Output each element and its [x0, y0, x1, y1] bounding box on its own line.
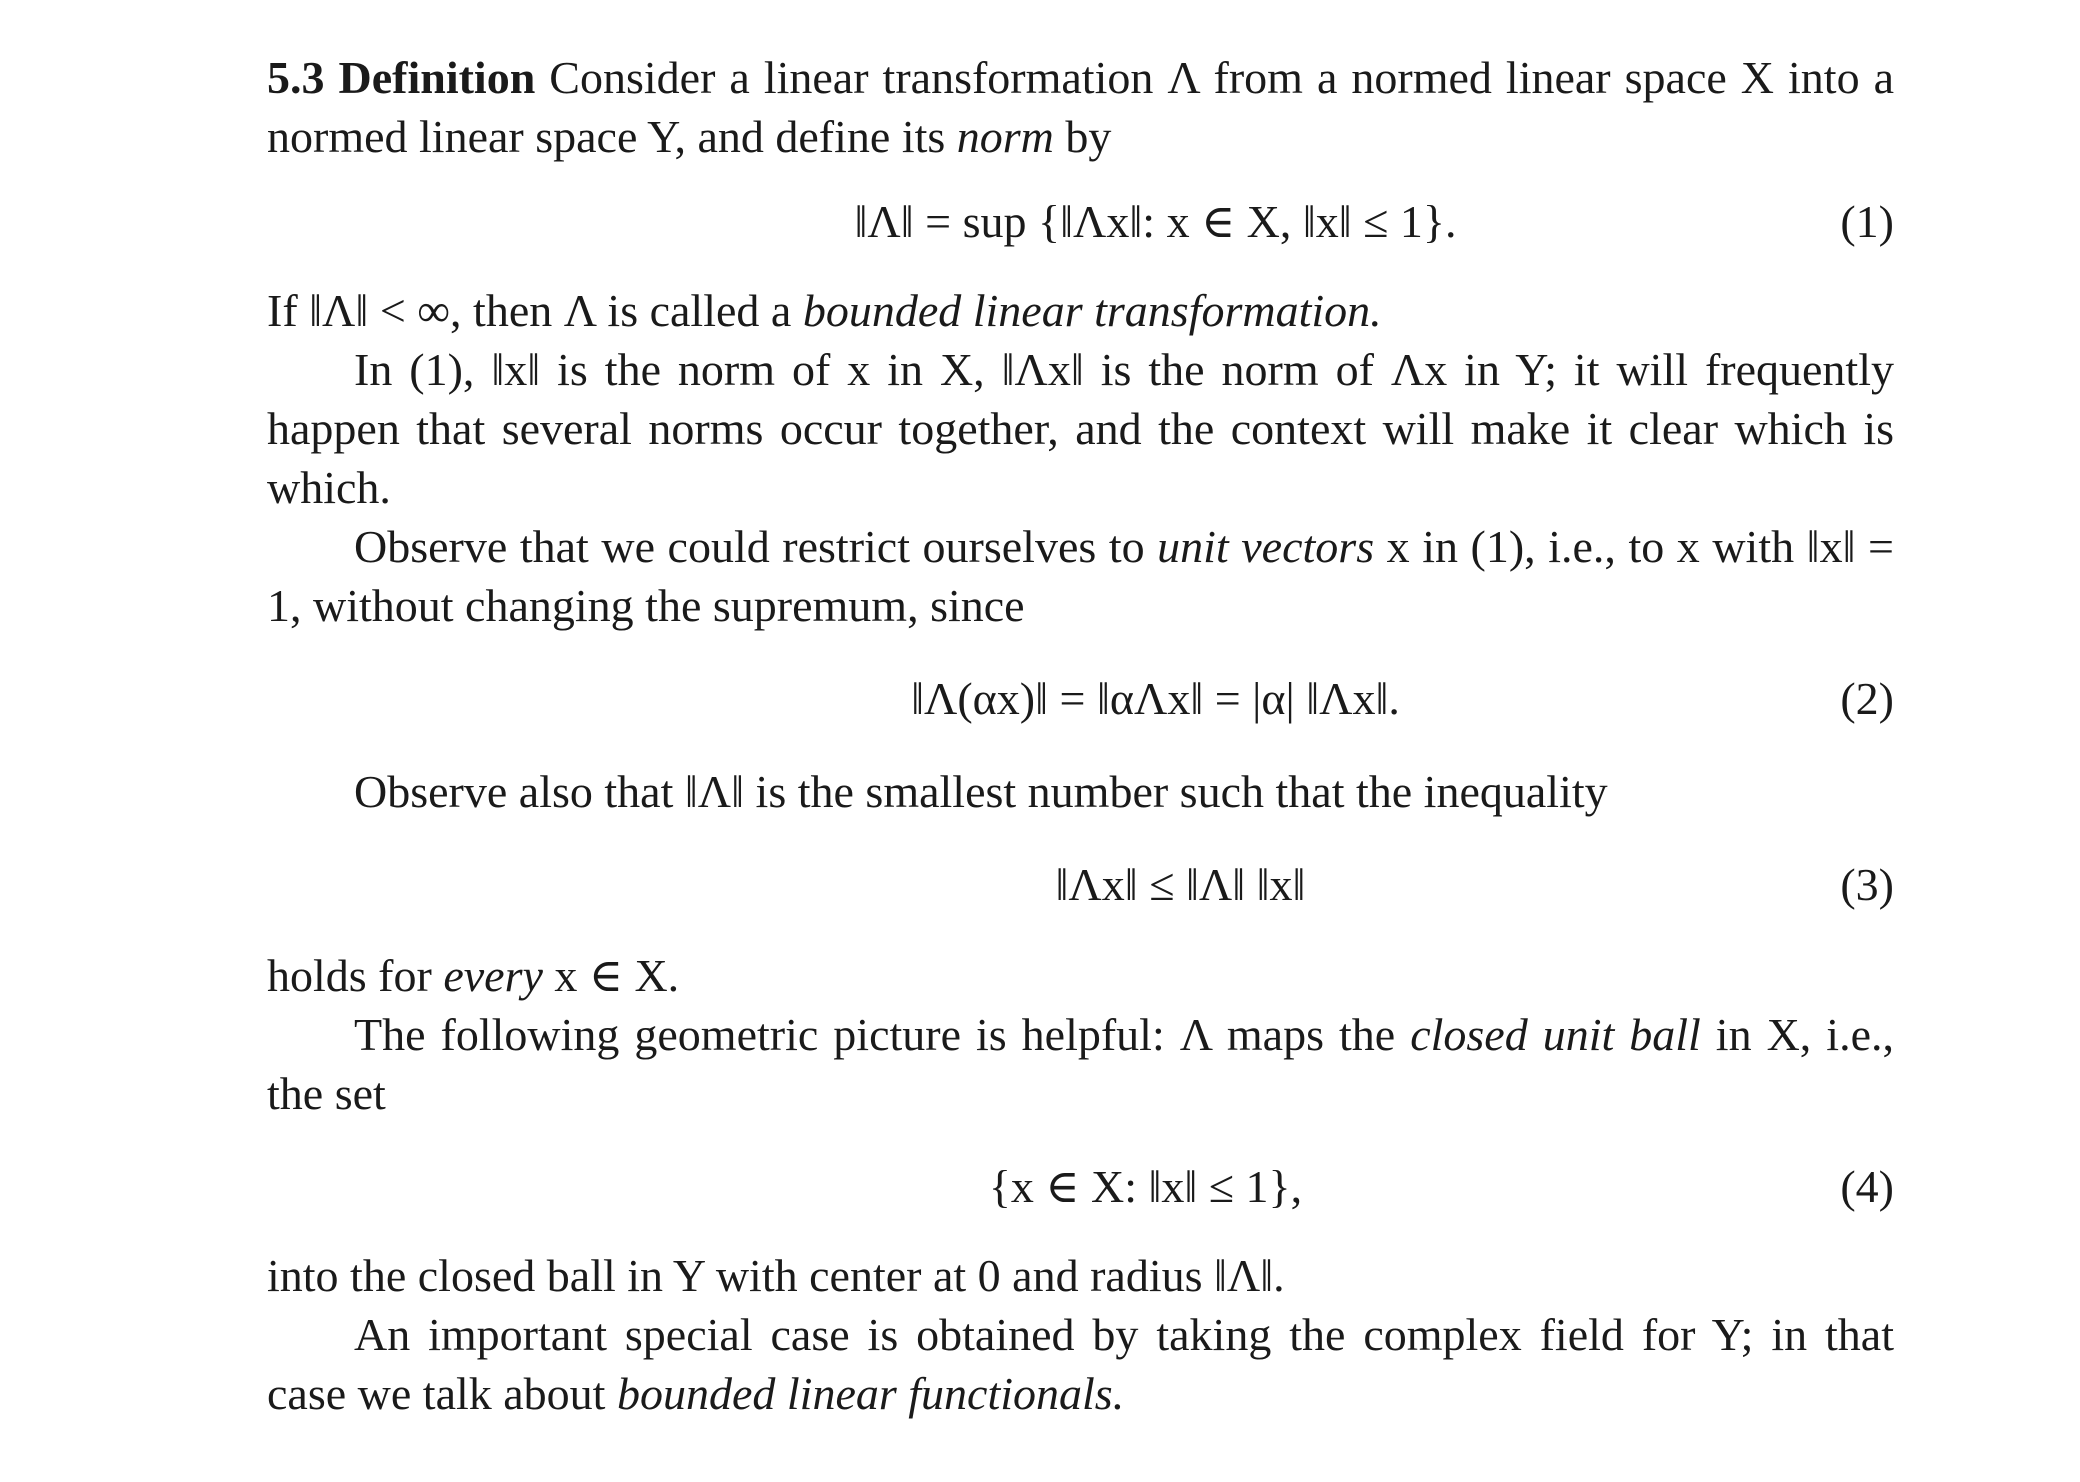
equation-2-body: ‖Λ(αx)‖ = ‖αΛx‖ = |α| ‖Λx‖. [911, 673, 1400, 724]
equation-1 [267, 192, 1894, 251]
equation-3-body: ‖Λx‖ ≤ ‖Λ‖ ‖x‖ [1055, 859, 1306, 910]
geometric-text: The following geometric picture is helpful: Λ maps the [354, 1009, 1411, 1060]
unit-vectors-paragraph [267, 517, 1894, 635]
bounded-term: bounded linear transformation. [802, 285, 1382, 336]
every-term: every [443, 950, 543, 1001]
bounded-paragraph [267, 281, 1894, 340]
equation-1-number: (1) [1840, 196, 1894, 247]
equation-1-body: ‖Λ‖ = sup {‖Λx‖: x ∈ X, ‖x‖ ≤ 1}. [854, 196, 1457, 247]
holds-paragraph [267, 946, 1894, 1005]
holds-text-end: x ∈ X. [542, 950, 680, 1001]
closed-ball-paragraph: into the closed ball in Y with center at 0 and radius ‖Λ‖. [267, 1250, 1285, 1301]
equation-4 [267, 1157, 1894, 1216]
special-case-paragraph [267, 1305, 1894, 1423]
bounded-functionals-term: bounded linear functionals. [616, 1368, 1125, 1419]
equation-4-body: {x ∈ X: ‖x‖ ≤ 1}, [988, 1161, 1303, 1212]
geometric-text-end: in X, i.e., the set [267, 1009, 1894, 1119]
unit-text-end: x in (1), i.e., to x with ‖x‖ = 1, without changing the supremum, since [267, 521, 1894, 631]
definition-text: Consider a linear transformation Λ from a normed linear space X into a normed linear space Y, and define its [267, 52, 1895, 162]
equation-2-number: (2) [1840, 673, 1894, 724]
equation-3 [267, 855, 1894, 914]
context-paragraph: In (1), ‖x‖ is the norm of x in X, ‖Λx‖ is the norm of Λx in Y; it will frequently happen that several norms occur together, and the context will make it clear which is which. [267, 344, 1894, 513]
closed-unit-ball-term: closed unit ball [1410, 1009, 1701, 1060]
document-page [267, 48, 1894, 1423]
smallest-paragraph: Observe also that ‖Λ‖ is the smallest number such that the inequality [354, 766, 1608, 817]
equation-4-number: (4) [1840, 1161, 1894, 1212]
definition-paragraph [267, 48, 1894, 166]
definition-text-end: by [1053, 111, 1112, 162]
geometric-paragraph [267, 1005, 1894, 1123]
bounded-text: If ‖Λ‖ < ∞, then Λ is called a [267, 285, 803, 336]
equation-2 [267, 669, 1894, 728]
definition-number: 5.3 [267, 52, 325, 103]
unit-text: Observe that we could restrict ourselves to [354, 521, 1158, 572]
holds-text: holds for [267, 950, 444, 1001]
definition-norm-term: norm [956, 111, 1054, 162]
unit-vectors-term: unit vectors [1157, 521, 1375, 572]
special-text: An important special case is obtained by taking the complex field for Y; in that case we talk about [267, 1309, 1894, 1419]
definition-heading: Definition [338, 52, 536, 103]
equation-3-number: (3) [1840, 859, 1894, 910]
